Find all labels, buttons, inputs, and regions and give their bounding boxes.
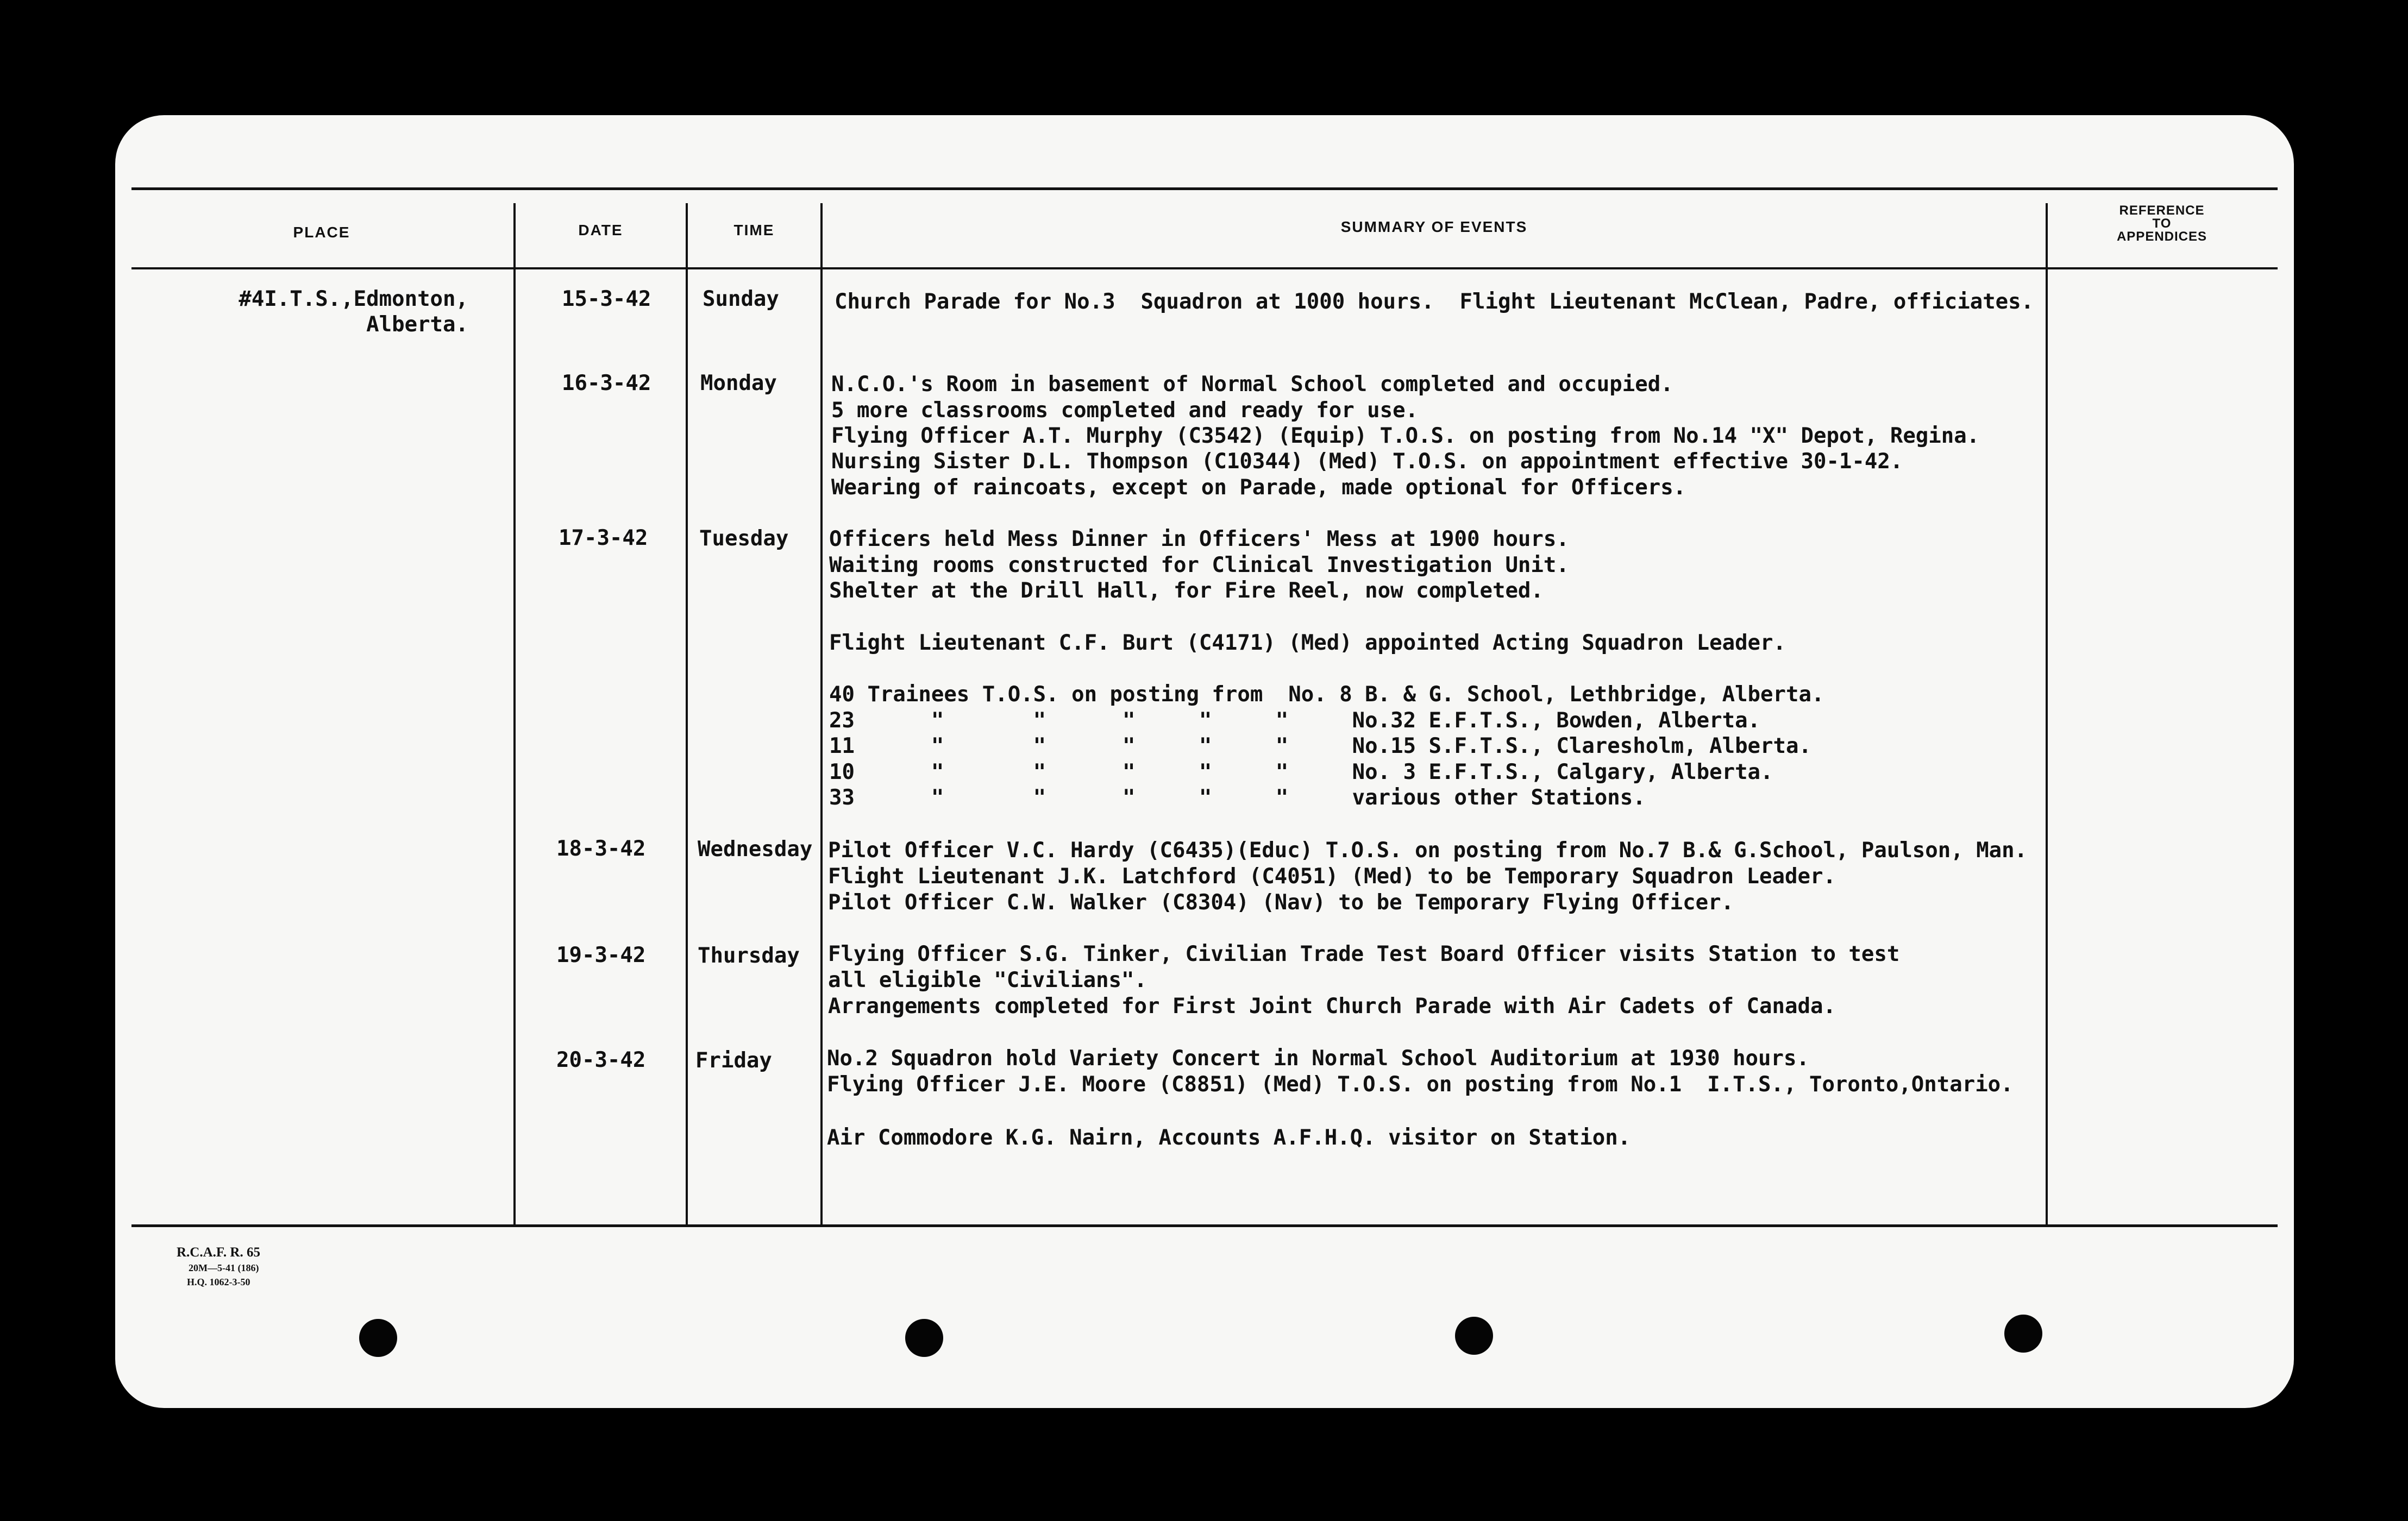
header-reference-line-1: REFERENCE <box>2119 203 2205 218</box>
entry-line: Pilot Officer C.W. Walker (C8304) (Nav) to be Temporary Flying Officer. <box>828 890 1734 915</box>
form-print-run: 20M—5-41 (186) <box>189 1262 259 1273</box>
entry-date: 20-3-42 <box>556 1048 646 1072</box>
entry-line: all eligible "Civilians". <box>828 968 1147 992</box>
entry-day: Thursday <box>698 944 800 968</box>
entry-line: Nursing Sister D.L. Thompson (C10344) (Med) T.O.S. on appointment effective 30-1-42. <box>831 449 1903 474</box>
header-place: PLACE <box>293 224 350 241</box>
place-date-divider <box>513 203 516 1224</box>
header-time: TIME <box>733 222 775 238</box>
form-hq-ref: H.Q. 1062-3-50 <box>187 1277 250 1287</box>
entry-line: 23 " " " " " No.32 E.F.T.S., Bowden, Alberta. <box>829 708 1761 733</box>
binder-hole <box>359 1319 397 1357</box>
top-rule <box>131 187 2278 190</box>
header-summary: SUMMARY OF EVENTS <box>1340 218 1528 235</box>
entry-line: No.2 Squadron hold Variety Concert in Normal School Auditorium at 1930 hours. <box>827 1046 1809 1071</box>
entry-line: 5 more classrooms completed and ready for use. <box>831 398 1419 423</box>
header-reference-line-3: APPENDICES <box>2116 229 2208 244</box>
entry-line: Arrangements completed for First Joint Church Parade with Air Cadets of Canada. <box>828 994 1836 1019</box>
entry-line: Flight Lieutenant C.F. Burt (C4171) (Med) appointed Acting Squadron Leader. <box>829 631 1786 655</box>
entry-line: Flying Officer J.E. Moore (C8851) (Med) T.O.S. on posting from No.1 I.T.S., Toronto,Ontario. <box>827 1072 2014 1097</box>
entry-date: 18-3-42 <box>556 837 646 861</box>
entry-line: 33 " " " " " various other Stations. <box>829 785 1646 810</box>
entry-line: Flying Officer A.T. Murphy (C3542) (Equip) T.O.S. on posting from No.14 "X" Depot, Regina. <box>831 424 1980 448</box>
summary-reference-divider <box>2046 203 2048 1224</box>
header-reference-line-2: TO <box>2152 216 2172 231</box>
entry-line: Church Parade for No.3 Squadron at 1000 hours. Flight Lieutenant McClean, Padre, officiates. <box>835 290 2034 314</box>
entry-line: Air Commodore K.G. Nairn, Accounts A.F.H.Q. visitor on Station. <box>827 1126 1631 1150</box>
date-time-divider <box>686 203 688 1224</box>
entry-day: Sunday <box>703 287 779 311</box>
place-line-2: Alberta. <box>366 312 468 337</box>
entry-line: N.C.O.'s Room in basement of Normal School completed and occupied. <box>831 372 1673 397</box>
entry-date: 16-3-42 <box>562 371 651 395</box>
entry-day: Monday <box>700 371 777 395</box>
entry-day: Tuesday <box>699 526 789 551</box>
entry-date: 17-3-42 <box>559 526 648 550</box>
entry-line: 11 " " " " " No.15 S.F.T.S., Claresholm, Alberta. <box>829 734 1811 758</box>
header-date: DATE <box>578 222 623 238</box>
entry-line: Officers held Mess Dinner in Officers' Mess at 1900 hours. <box>829 527 1569 551</box>
entry-date: 15-3-42 <box>562 287 651 311</box>
entry-line: Flying Officer S.G. Tinker, Civilian Trade Test Board Officer visits Station to test <box>828 942 1900 966</box>
entry-line: Shelter at the Drill Hall, for Fire Reel, now completed. <box>829 579 1544 603</box>
place-line-1: #4I.T.S.,Edmonton, <box>239 287 468 311</box>
entry-line: Pilot Officer V.C. Hardy (C6435)(Educ) T.O.S. on posting from No.7 B.& G.School, Paulson, Man. <box>828 838 2028 863</box>
binder-hole <box>2004 1315 2042 1353</box>
entry-day: Friday <box>695 1048 772 1073</box>
binder-hole <box>905 1319 943 1357</box>
form-number: R.C.A.F. R. 65 <box>177 1245 260 1260</box>
header-rule <box>131 267 2278 269</box>
entry-line: Waiting rooms constructed for Clinical Investigation Unit. <box>829 553 1569 577</box>
entry-line: Flight Lieutenant J.K. Latchford (C4051) (Med) to be Temporary Squadron Leader. <box>828 864 1836 889</box>
time-summary-divider <box>820 203 823 1224</box>
entry-date: 19-3-42 <box>556 943 646 967</box>
entry-line: 10 " " " " " No. 3 E.F.T.S., Calgary, Alberta. <box>829 760 1773 784</box>
entry-line: 40 Trainees T.O.S. on posting from No. 8 B. & G. School, Lethbridge, Alberta. <box>829 682 1824 707</box>
binder-hole <box>1455 1317 1493 1355</box>
entry-day: Wednesday <box>698 837 813 862</box>
entry-line: Wearing of raincoats, except on Parade, made optional for Officers. <box>831 475 1686 500</box>
bottom-rule <box>131 1224 2278 1227</box>
diary-form-card <box>115 115 2294 1408</box>
